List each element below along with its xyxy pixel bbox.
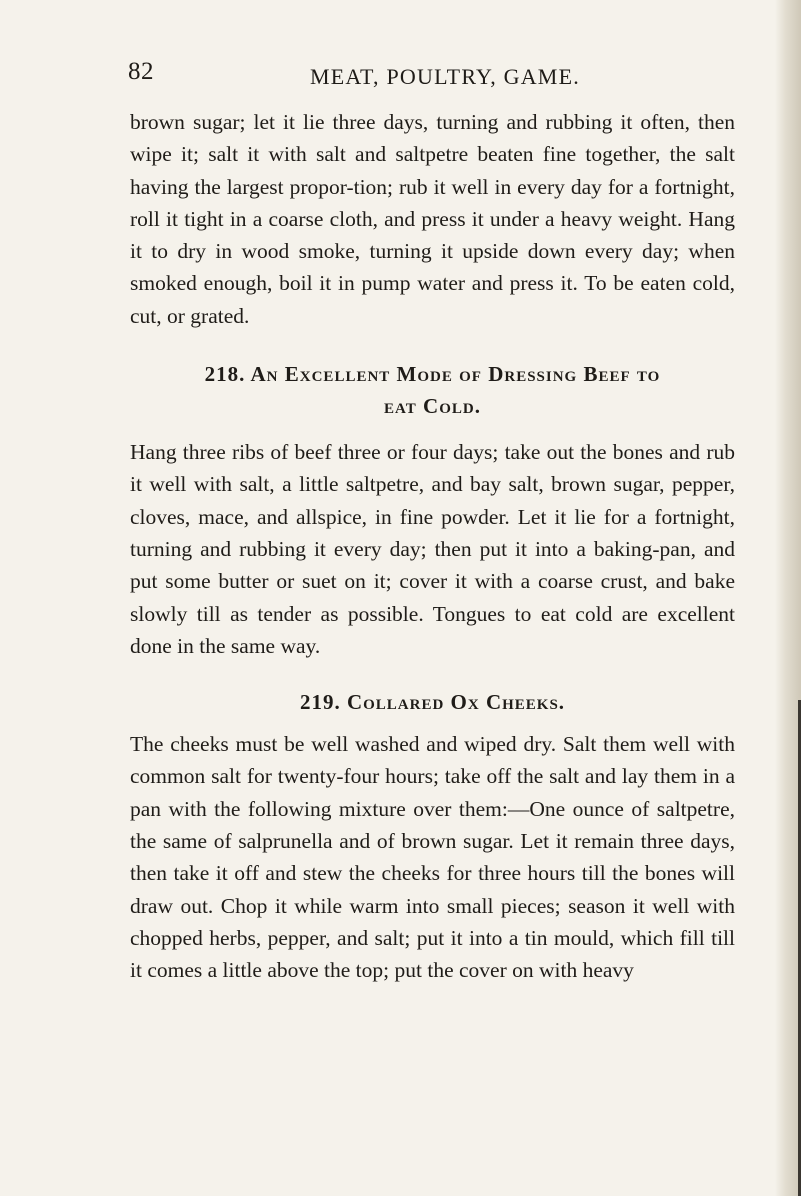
recipe-218-text: Hang three ribs of beef three or four days; take out the bones and rub it well with salt, a little saltpetre, and bay salt, brown sugar, pepper, cloves, mace, and allspice, in fine powder. Let it lie for a fortnight, turning and rubbing it every day; then put it into a baking-pan, and put some butter or suet on it; cover it with a coarse crust, and bake slowly till as tender as possible. Tongues to eat cold are excellent done in the same way. <box>130 440 735 658</box>
page-number: 82 <box>128 58 154 85</box>
recipe-218-title-line-1: 218. An Excellent Mode of Dressing Beef to <box>204 362 661 387</box>
recipe-219-text: The cheeks must be well washed and wiped dry. Salt them well with common salt for twenty-four hours; take off the salt and lay them in a pan with the following mixture over them:—One ounce of saltpetre, the same of salprunella and of brown sugar. Let it remain three days, then take it off and stew the cheeks for three hours till the bones will draw out. Chop it while warm into small pieces; season it well with chopped herbs, pepper, and salt; put it into a tin mould, which fill till it comes a little above the top; put the cover on with heavy <box>130 732 735 983</box>
page-header <box>128 58 748 98</box>
intro-paragraph: brown sugar; let it lie three days, turning and rubbing it often, then wipe it; salt it with salt and saltpetre beaten fine together, the salt having the largest propor-tion; rub it well in every day for a fortnight, roll it tight in a coarse cloth, and press it under a heavy weight. Hang it to dry in wood smoke, turning it upside down every day; when smoked enough, boil it in pump water and press it. To be eaten cold, cut, or grated. <box>130 110 735 328</box>
running-head: MEAT, POULTRY, GAME. <box>310 64 580 89</box>
recipe-219-heading: 219. Collared Ox Cheeks. <box>299 690 566 715</box>
recipe-218-heading <box>130 358 735 422</box>
recipe-218-title-line-2: eat Cold. <box>384 394 481 419</box>
page-body <box>130 106 735 987</box>
